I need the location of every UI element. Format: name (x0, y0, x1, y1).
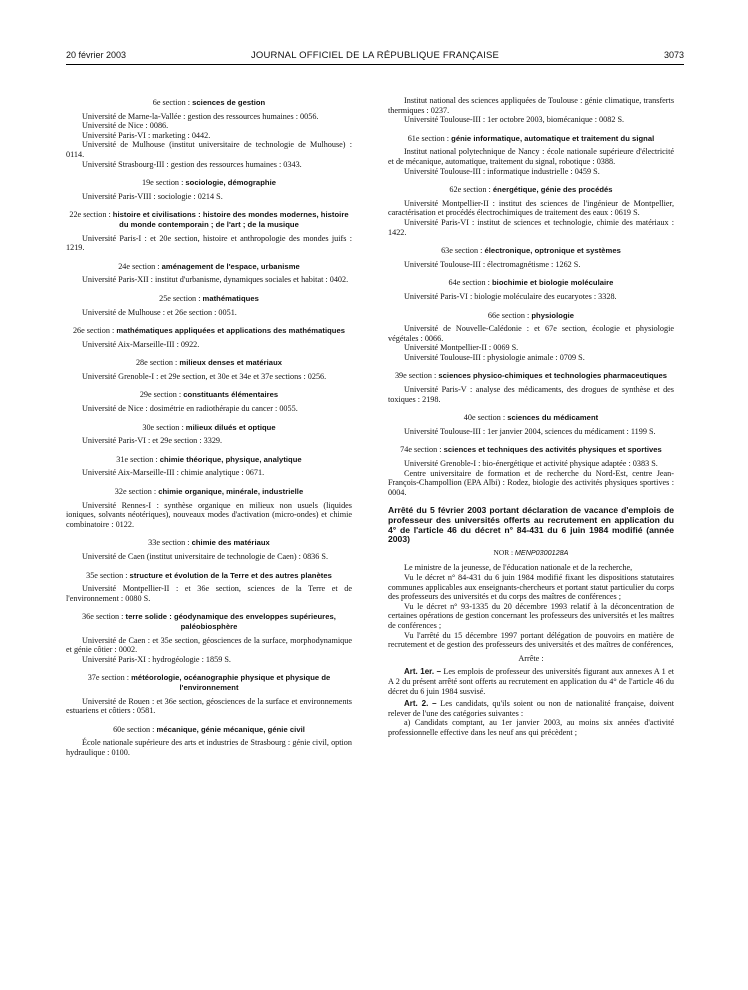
section-title: génie informatique, automatique et traitement du signal (451, 133, 655, 143)
article-2 (388, 699, 674, 718)
section-heading (66, 487, 352, 497)
section-title: énergétique, génie des procédés (492, 185, 613, 195)
section-title: milieux denses et matériaux (179, 358, 283, 368)
section-title: histoire et civilisations : histoire des mondes modernes, histoire du monde contemporain ; de l'art ; de la musique (112, 210, 349, 229)
entry-line: Université Paris-VIII : sociologie : 0214 S. (82, 191, 223, 201)
entry-line: Université Paris-V : analyse des médicaments, des drogues de synthèse et des toxiques : 2198. (388, 385, 674, 404)
section-number: 22e section : (69, 210, 111, 220)
section-number: 32e section : (114, 487, 157, 497)
section-title: chimie organique, minérale, industrielle (158, 487, 304, 497)
section-number: 40e section : (463, 413, 506, 423)
right-top-continuation (388, 96, 674, 125)
entry-line: Université Grenoble-I : et 29e section, et 30e et 34e et 37e sections : 0256. (82, 371, 327, 381)
section-number: 31e section : (116, 454, 158, 464)
section-number: 63e section : (441, 246, 483, 256)
section-block (66, 262, 352, 285)
section-title: milieux dilués et optique (185, 422, 276, 432)
decree-para: Le ministre de la jeunesse, de l'éducation nationale et de la recherche, (404, 563, 633, 573)
section-block (66, 571, 352, 604)
entry-line: Université Montpellier-II : 0069 S. (404, 343, 519, 353)
decree-para: Vu le décret n° 93-1335 du 20 décembre 1993 relatif à la déconcentration de certaines opérations de gestion concernant les professeurs des universités et les maîtres de conférences ; (388, 601, 674, 630)
entry-line: Université de Marne-la-Vallée : gestion des ressources humaines : 0056. (82, 111, 319, 121)
article-1 (388, 667, 674, 696)
section-block (66, 210, 352, 252)
entry-line: Université Toulouse-III : électromagnétisme : 1262 S. (404, 259, 581, 269)
section-heading (388, 311, 674, 321)
right-sections (388, 134, 674, 498)
section-heading (66, 262, 352, 272)
section-block (66, 98, 352, 169)
entry-line: Université Strasbourg-III : gestion des ressources humaines : 0343. (82, 159, 302, 169)
entry-line: Université de Mulhouse : et 26e section : 0051. (82, 307, 237, 317)
entry-line: Université de Caen (institut universitaire de technologie de Caen) : 0836 S. (82, 552, 329, 561)
section-title: sciences de gestion (192, 98, 266, 107)
section-title: terre solide : géodynamique des enveloppes supérieures, paléobiosphère (125, 612, 336, 631)
entry-line: École nationale supérieure des arts et industries de Strasbourg : génie civil, option hydraulique : 0100. (66, 738, 352, 757)
entry-line: Université de Mulhouse (institut universitaire de technologie de Mulhouse) : 0114. (66, 140, 352, 159)
section-heading (66, 98, 352, 108)
section-number: 61e section : (407, 133, 450, 143)
section-heading (388, 185, 674, 195)
section-block (66, 673, 352, 715)
section-title: mécanique, génie mécanique, génie civil (156, 724, 305, 734)
section-number: 36e section : (82, 612, 124, 622)
section-title: sociologie, démographie (185, 178, 277, 188)
entry-line: Université Toulouse-III : physiologie animale : 0709 S. (404, 352, 585, 362)
section-heading (66, 326, 352, 336)
entry-line: Institut national polytechnique de Nancy : école nationale supérieure d'électricité et de mécanique, automatique, traitement du signal, robotique : 0388. (388, 147, 674, 166)
section-number: 30e section : (142, 422, 184, 432)
section-heading (66, 423, 352, 433)
section-number: 74e section : (400, 445, 442, 455)
entry-line: Université de Nice : dosimétrie en radiothérapie du cancer : 0055. (82, 404, 298, 414)
decree-para: Vu l'arrêté du 15 décembre 1997 portant délégation de pouvoirs en matière de recrutement et de gestion des professeurs des universités et des maîtres de conférences, (388, 630, 674, 650)
entry-line: Université Toulouse-III : 1er octobre 2003, biomécanique : 0082 S. (404, 115, 625, 125)
nor-label: NOR : (493, 547, 514, 557)
entry-line: Université de Caen : et 35e section, géosciences de la surface, morphodynamique et génie côtier : 0002. (66, 635, 352, 655)
section-block (66, 358, 352, 381)
section-number: 6e section : (152, 98, 191, 107)
section-block (66, 612, 352, 664)
section-title: sciences et techniques des activités physiques et sportives (443, 445, 662, 455)
section-title: constituants élémentaires (183, 390, 279, 400)
decree-block (388, 506, 674, 737)
section-heading (66, 455, 352, 465)
entry-line: Université Paris-I : et 20e section, histoire et anthropologie des mondes juifs : 1219. (66, 233, 352, 253)
section-block (388, 371, 674, 404)
section-number: 37e section : (87, 673, 130, 683)
section-heading (66, 673, 352, 692)
section-title: chimie théorique, physique, analytique (159, 454, 302, 464)
entry-line: Université Paris-VI : marketing : 0442. (82, 130, 211, 140)
section-number: 66e section : (487, 310, 530, 320)
entry-line: Université Paris-XII : institut d'urbanisme, dynamiques sociales et habitat : 0402. (82, 275, 349, 285)
section-title: chimie des matériaux (191, 538, 270, 548)
entry-line: Université Toulouse-III : informatique industrielle : 0459 S. (404, 166, 600, 176)
section-heading (388, 413, 674, 423)
journal-title: JOURNAL OFFICIEL DE LA RÉPUBLIQUE FRANÇAISE (250, 50, 500, 61)
section-number: 35e section : (86, 570, 128, 580)
section-block (388, 185, 674, 237)
entry-line: Université Rennes-I : synthèse organique en milieux non usuels (liquides ioniques, solvants néotériques), nouveaux modes d'activation (micro-ondes) et chimie combinatoire : 0122. (66, 500, 352, 529)
section-title: mathématiques appliquées et applications des mathématiques (116, 326, 346, 336)
section-block (388, 445, 674, 497)
section-heading (66, 612, 352, 631)
section-block (388, 246, 674, 269)
article-1-text: Les emplois de professeur des universités figurant aux annexes A 1 et A 2 du présent arrêté sont offerts au recrutement en application du 4° de l'article 46 du décret du 6 juin 1984 susvisé. (388, 667, 675, 696)
section-heading (66, 178, 352, 188)
section-title: structure et évolution de la Terre et des autres planètes (129, 570, 332, 580)
entry-line: Centre universitaire de formation et de recherche du Nord-Est, centre Jean-François-Champollion (EPA Albi) : Rodez, biologie des activités physiques sportives : 0004. (388, 468, 674, 497)
section-number: 24e section : (118, 261, 160, 271)
section-heading (388, 134, 674, 144)
entry-line: Université de Nouvelle-Calédonie : et 67e section, écologie et physiologie végétales : 0066. (388, 324, 674, 343)
section-block (66, 725, 352, 758)
entry-line: Université Montpellier-II : et 36e section, sciences de la Terre et de l'environnement : 0080 S. (66, 584, 352, 603)
section-block (388, 413, 674, 436)
section-block (66, 423, 352, 446)
decree-para: Vu le décret n° 84-431 du 6 juin 1984 modifié fixant les dispositions statutaires communes applicables aux enseignants-chercheurs et portant statut particulier du corps des professeurs des universités et du corps des maîtres de conférences ; (388, 572, 674, 602)
entry-line: Université Aix-Marseille-III : chimie analytique : 0671. (82, 468, 265, 478)
section-heading (388, 278, 674, 288)
section-title: sciences du médicament (507, 413, 599, 423)
section-heading (388, 246, 674, 256)
right-column (388, 96, 674, 743)
article-1-label: Art. 1er. – (404, 667, 442, 677)
entry-line: Université de Nice : 0086. (82, 121, 169, 131)
section-heading (66, 210, 352, 229)
section-number: 60e section : (113, 724, 155, 734)
section-number: 28e section : (135, 358, 178, 368)
section-title: mathématiques (202, 293, 259, 303)
section-heading (66, 294, 352, 304)
article-2-text: Les candidats, qu'ils soient ou non de nationalité française, doivent relever de l'une des catégories suivantes : (388, 699, 675, 718)
entry-line: Université Paris-XI : hydrogéologie : 1859 S. (82, 654, 231, 664)
section-number: 64e section : (448, 278, 490, 288)
section-heading (388, 445, 674, 455)
entry-line: Université Montpellier-II : institut des sciences de l'ingénieur de Montpellier, caractérisation et procédés électrochimiques de traitement des eaux : 0619 S. (388, 198, 674, 218)
section-title: météorologie, océanographie physique et physique de l'environnement (131, 673, 331, 692)
section-block (66, 326, 352, 349)
entry-line: Université Aix-Marseille-III : 0922. (82, 339, 200, 349)
entry-line: Université de Rouen : et 36e section, géosciences de la surface et environnements estuariens et côtiers : 0581. (66, 696, 352, 716)
article-2-label: Art. 2. – (404, 699, 437, 709)
arrete-heading: Arrête : (518, 653, 544, 663)
entry-line: Université Paris-VI : et 29e section : 3329. (82, 436, 223, 446)
nor-reference (388, 548, 674, 558)
section-title: électronique, optronique et systèmes (484, 246, 621, 256)
section-heading (388, 371, 674, 381)
entry-line: Université Paris-VI : institut de sciences et technologie, chimie des matériaux : 1422. (388, 217, 674, 237)
page-number: 3073 (663, 50, 684, 60)
section-block (66, 390, 352, 413)
section-number: 26e section : (72, 326, 115, 336)
section-block (66, 538, 352, 561)
section-title: aménagement de l'espace, urbanisme (161, 261, 300, 271)
section-number: 62e section : (449, 185, 491, 195)
entry-line: Université Paris-VI : biologie moléculaire des eucaryotes : 3328. (404, 291, 617, 301)
section-heading (66, 390, 352, 400)
section-number: 19e section : (141, 178, 184, 188)
section-number: 25e section : (159, 293, 201, 303)
decree-title: Arrêté du 5 février 2003 portant déclaration de vacance d'emplois de professeur des universités offerts au recrutement en application du 4° de l'article 46 du décret n° 84-431 du 6 juin 1984 modifié (année 2003) (388, 505, 674, 545)
section-title: biochimie et biologie moléculaire (491, 278, 614, 288)
section-heading (66, 538, 352, 548)
section-number: 39e section : (394, 371, 437, 381)
section-block (66, 178, 352, 201)
section-number: 29e section : (139, 390, 182, 400)
section-block (388, 278, 674, 301)
header-rule (66, 64, 684, 65)
section-heading (66, 725, 352, 735)
section-number: 33e section : (148, 538, 190, 548)
entry-line: Institut national des sciences appliquées de Toulouse : génie climatique, transferts thermiques : 0237. (388, 96, 674, 115)
entry-line: Université Toulouse-III : 1er janvier 2004, sciences du médicament : 1199 S. (404, 426, 656, 436)
section-block (66, 455, 352, 478)
section-heading (66, 571, 352, 581)
section-block (66, 294, 352, 317)
header-date: 20 février 2003 (66, 50, 127, 60)
section-block (66, 487, 352, 529)
article-2-item-a: a) Candidats comptant, au 1er janvier 2003, au moins six années d'activité professionnelle effective dans les neuf ans qui précèdent ; (388, 718, 674, 737)
section-block (388, 134, 674, 176)
entry-line: Université Grenoble-I : bio-énergétique et activité physique adaptée : 0383 S. (404, 459, 658, 469)
section-title: physiologie (531, 310, 575, 320)
section-title: sciences physico-chimiques et technologies pharmaceutiques (438, 371, 668, 381)
left-column (66, 98, 352, 767)
nor-code: MENP0300128A (514, 547, 569, 557)
section-block (388, 311, 674, 363)
section-heading (66, 358, 352, 368)
